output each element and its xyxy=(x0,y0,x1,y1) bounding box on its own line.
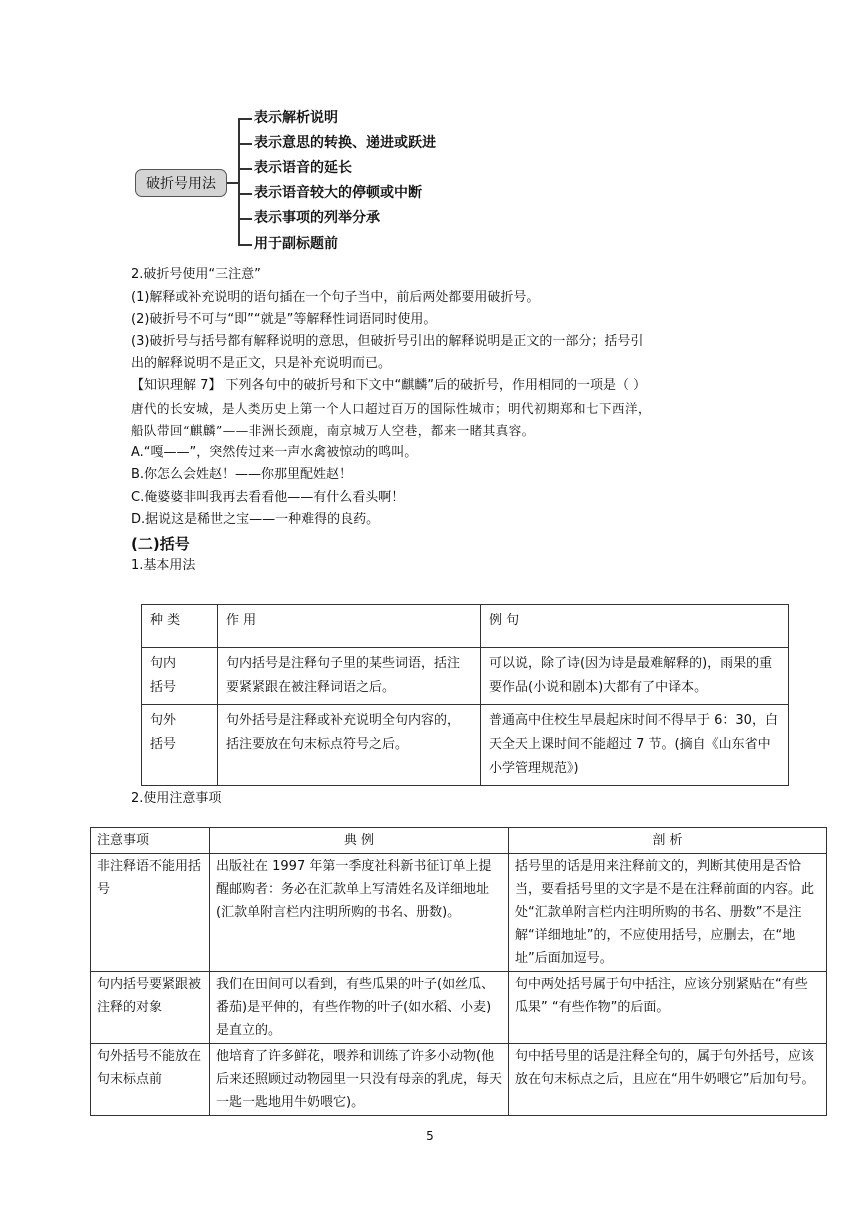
table-cell: 出版社在 1997 年第一季度社科新书征订单上提醒邮购者：务必在汇款单上写清姓名及详细地址(汇款单附言栏内注明所购的书名、册数)。 xyxy=(210,854,509,972)
table-cell: 普通高中住校生早晨起床时间不得早于 6：30，白天全天上课时间不能超过 7 节。(摘自《山东省中小学管理规范》) xyxy=(481,705,789,786)
mindmap-branch: 用于副标题前 xyxy=(254,236,338,252)
mindmap-tick xyxy=(238,218,252,220)
notes-item: 出的解释说明不是正文，只是补充说明而已。 xyxy=(131,356,392,371)
table-cell: 句外 括号 xyxy=(142,705,218,786)
table-row xyxy=(91,972,827,1044)
table-cell: 非注释语不能用括号 xyxy=(91,854,210,972)
table-header-cell: 注意事项 xyxy=(91,828,210,854)
mindmap-branch: 表示事项的列举分承 xyxy=(254,210,380,226)
table-row xyxy=(142,648,789,705)
table-header-row xyxy=(91,828,827,854)
table-cell: 句内括号是注释句子里的某些词语，括注要紧紧跟在被注释词语之后。 xyxy=(218,648,481,705)
table-header-cell: 例 句 xyxy=(481,605,789,648)
table-cell: 括号里的话是用来注释前文的，判断其使用是否恰当，要看括号里的文字是不是在注释前面的内容。此处“汇款单附言栏内注明所购的书名、册数”不是注解“详细地址”的，不应使用括号，应删去，在“地址”后面加逗号。 xyxy=(509,854,827,972)
mindmap-branch: 表示语音的延长 xyxy=(254,160,352,176)
exercise-prompt: 【知识理解 7】 下列各句中的破折号和下文中“麒麟”后的破折号，作用相同的一项是（ ） xyxy=(131,378,647,393)
mindmap-spine xyxy=(238,118,240,245)
exercise-option: D.据说这是稀世之宝——一种难得的良药。 xyxy=(131,512,380,527)
table-cell: 我们在田间可以看到，有些瓜果的叶子(如丝瓜、番茄)是平伸的，有些作物的叶子(如水稻、小麦)是直立的。 xyxy=(210,972,509,1044)
exercise-passage: 唐代的长安城，是人类历史上第一个人口超过百万的国际性城市；明代初期郑和七下西洋， xyxy=(131,401,652,416)
table-header-row xyxy=(142,605,789,648)
table-row xyxy=(91,854,827,972)
mindmap-tick xyxy=(238,244,252,246)
table-header-cell: 剖 析 xyxy=(509,828,827,854)
exercise-option: B.你怎么会姓赵！——你那里配姓赵！ xyxy=(131,467,353,482)
table-cell: 句中括号里的话是注释全句的，属于句外括号，应该放在句末标点之后，且应在“用牛奶喂它”后加句号。 xyxy=(509,1044,827,1116)
table-cell: 句外括号是注释或补充说明全句内容的，括注要放在句末标点符号之后。 xyxy=(218,705,481,786)
mindmap-branch: 表示解析说明 xyxy=(254,110,338,126)
mindmap-tick xyxy=(238,168,252,170)
usage-notes-table xyxy=(90,827,827,1116)
subheading-basic-usage: 1.基本用法 xyxy=(131,558,196,573)
section-heading: (二)括号 xyxy=(131,535,190,553)
table-cell: 他培育了许多鲜花，喂养和训练了许多小动物(他后来还照顾过动物园里一只没有母亲的乳虎，每天一匙一匙地用牛奶喂它)。 xyxy=(210,1044,509,1116)
basic-usage-table xyxy=(141,604,789,786)
mindmap-connector xyxy=(227,182,238,184)
notes-item: (3)破折号与括号都有解释说明的意思，但破折号引出的解释说明是正文的一部分；括号引 xyxy=(131,334,644,349)
mindmap-tick xyxy=(238,118,252,120)
mindmap-tick xyxy=(238,193,252,195)
table-cell: 句中两处括号属于句中括注，应该分别紧贴在“有些瓜果” “有些作物”的后面。 xyxy=(509,972,827,1044)
table-header-cell: 作 用 xyxy=(218,605,481,648)
exercise-option: C.俺婆婆非叫我再去看看他——有什么看头啊！ xyxy=(131,490,405,505)
notes-item: (1)解释或补充说明的语句插在一个句子当中，前后两处都要用破折号。 xyxy=(131,290,540,305)
table-row xyxy=(142,705,789,786)
table-row xyxy=(91,1044,827,1116)
mindmap-branch: 表示意思的转换、递进或跃进 xyxy=(254,135,436,151)
page-number: 5 xyxy=(426,1129,434,1143)
table-cell: 句内 括号 xyxy=(142,648,218,705)
notes-item: (2)破折号不可与“即”“就是”等解释性词语同时使用。 xyxy=(131,312,437,327)
subheading-notes: 2.使用注意事项 xyxy=(131,791,222,806)
exercise-option: A.“嘎——”，突然传过来一声水禽被惊动的鸣叫。 xyxy=(131,445,418,460)
table-cell: 句外括号不能放在句末标点前 xyxy=(91,1044,210,1116)
mindmap-tick xyxy=(238,143,252,145)
mindmap-branch: 表示语音较大的停顿或中断 xyxy=(254,185,422,201)
table-cell: 可以说，除了诗(因为诗是最难解释的)，雨果的重要作品(小说和剧本)大都有了中译本。 xyxy=(481,648,789,705)
exercise-passage: 船队带回“麒麟”——非洲长颈鹿，南京城万人空巷，都来一睹其真容。 xyxy=(131,423,535,438)
mindmap-root-box: 破折号用法 xyxy=(135,169,227,197)
notes-title: 2.破折号使用“三注意” xyxy=(131,267,261,282)
table-header-cell: 种 类 xyxy=(142,605,218,648)
table-header-cell: 典 例 xyxy=(210,828,509,854)
table-cell: 句内括号要紧跟被注释的对象 xyxy=(91,972,210,1044)
